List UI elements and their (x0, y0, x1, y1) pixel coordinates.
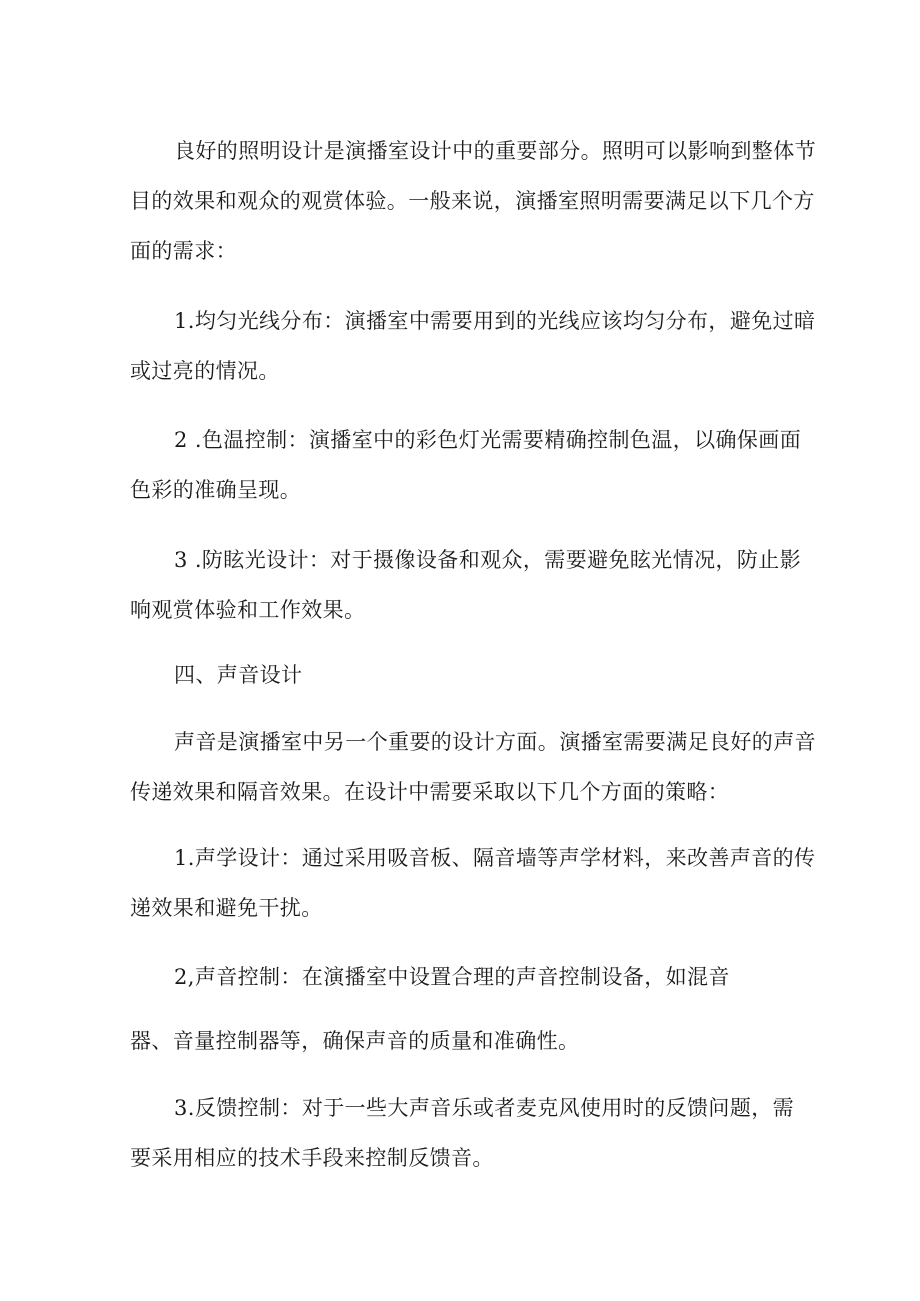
heading-text: 四、声音设计 (174, 663, 303, 687)
paragraph-sound-intro (130, 717, 816, 817)
paragraph-sound-item-3 (130, 1083, 795, 1183)
text-line: 1.均匀光线分布：演播室中需要用到的光线应该均匀分布，避免过暗 (174, 309, 816, 333)
paragraph-lighting-item-3 (130, 535, 802, 635)
text-line: 响观赏体验和工作效果。 (130, 598, 366, 622)
text-line: 1.声学设计：通过采用吸音板、隔音墙等声学材料，来改善声音的传 (174, 846, 816, 870)
text-line: 要采用相应的技术手段来控制反馈音。 (130, 1146, 494, 1170)
paragraph-lighting-item-2 (130, 415, 802, 515)
paragraph-sound-item-2-continued (130, 1016, 790, 1066)
text-line: 良好的照明设计是演播室设计中的重要部分。照明可以影响到整体节 (174, 139, 816, 163)
section-heading-sound-design (130, 650, 790, 700)
paragraph-sound-item-2 (130, 952, 790, 1002)
paragraph-lighting-intro (130, 126, 816, 276)
text-line: 传递效果和隔音效果。在设计中需要采取以下几个方面的策略： (130, 780, 730, 804)
text-line: 面的需求： (130, 239, 237, 263)
text-line: 目的效果和观众的观赏体验。一般来说，演播室照明需要满足以下几个方 (130, 189, 815, 213)
text-line: 声音是演播室中另一个重要的设计方面。演播室需要满足良好的声音 (174, 730, 816, 754)
text-line: 2,声音控制：在演播室中设置合理的声音控制设备，如混音 (174, 965, 730, 989)
text-line: 器、音量控制器等，确保声音的质量和准确性。 (130, 1029, 580, 1053)
text-line: 色彩的准确呈现。 (130, 478, 302, 502)
text-line: 或过亮的情况。 (130, 359, 280, 383)
text-line: 3.反馈控制：对于一些大声音乐或者麦克风使用时的反馈问题，需 (174, 1096, 795, 1120)
text-line: 2 .色温控制：演播室中的彩色灯光需要精确控制色温，以确保画面 (174, 428, 802, 452)
paragraph-lighting-item-1 (130, 296, 816, 396)
text-line: 递效果和避免干扰。 (130, 896, 323, 920)
text-line: 3 .防眩光设计：对于摄像设备和观众，需要避免眩光情况，防止影 (174, 548, 802, 572)
paragraph-sound-item-1 (130, 833, 816, 933)
